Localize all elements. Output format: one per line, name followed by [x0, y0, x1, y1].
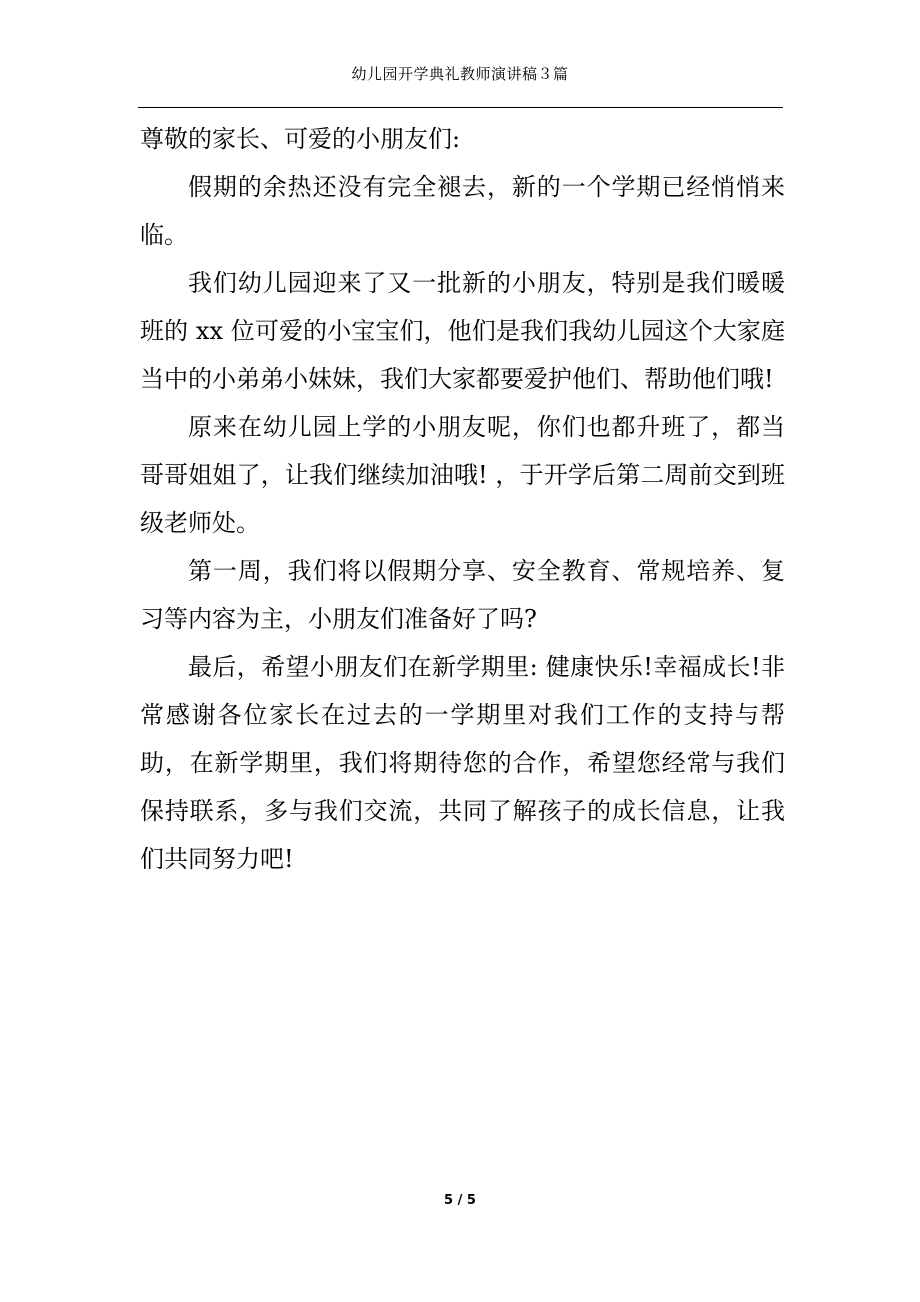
paragraph: 假期的余热还没有完全褪去，新的一个学期已经悄悄来临。: [140, 173, 785, 249]
document-body: [140, 115, 785, 883]
paragraph: 原来在幼儿园上学的小朋友呢，你们也都升班了，都当哥哥姐姐了，让我们继续加油哦! ，于开学后第二周前交到班级老师处。: [140, 413, 785, 537]
paragraph: 最后，希望小朋友们在新学期里: 健康快乐!幸福成长!非常感谢各位家长在过去的一学期里对我们工作的支持与帮助，在新学期里，我们将期待您的合作，希望您经常与我们保持联系，多与我们交流，共同了解孩子的成长信息，让我们共同努力吧!: [140, 653, 785, 873]
salutation: 尊敬的家长、可爱的小朋友们:: [140, 125, 461, 153]
paragraph: 我们幼儿园迎来了又一批新的小朋友，特别是我们暖暖班的 xx 位可爱的小宝宝们，他们是我们我幼儿园这个大家庭当中的小弟弟小妹妹，我们大家都要爱护他们、帮助他们哦!: [140, 269, 785, 393]
page-header-title: 幼儿园开学典礼教师演讲稿３篇: [351, 65, 569, 83]
paragraph: 第一周，我们将以假期分享、安全教育、常规培养、复习等内容为主，小朋友们准备好了吗?: [140, 557, 785, 633]
page-number: 5 / 5: [444, 1193, 476, 1208]
header-divider: [138, 107, 783, 108]
